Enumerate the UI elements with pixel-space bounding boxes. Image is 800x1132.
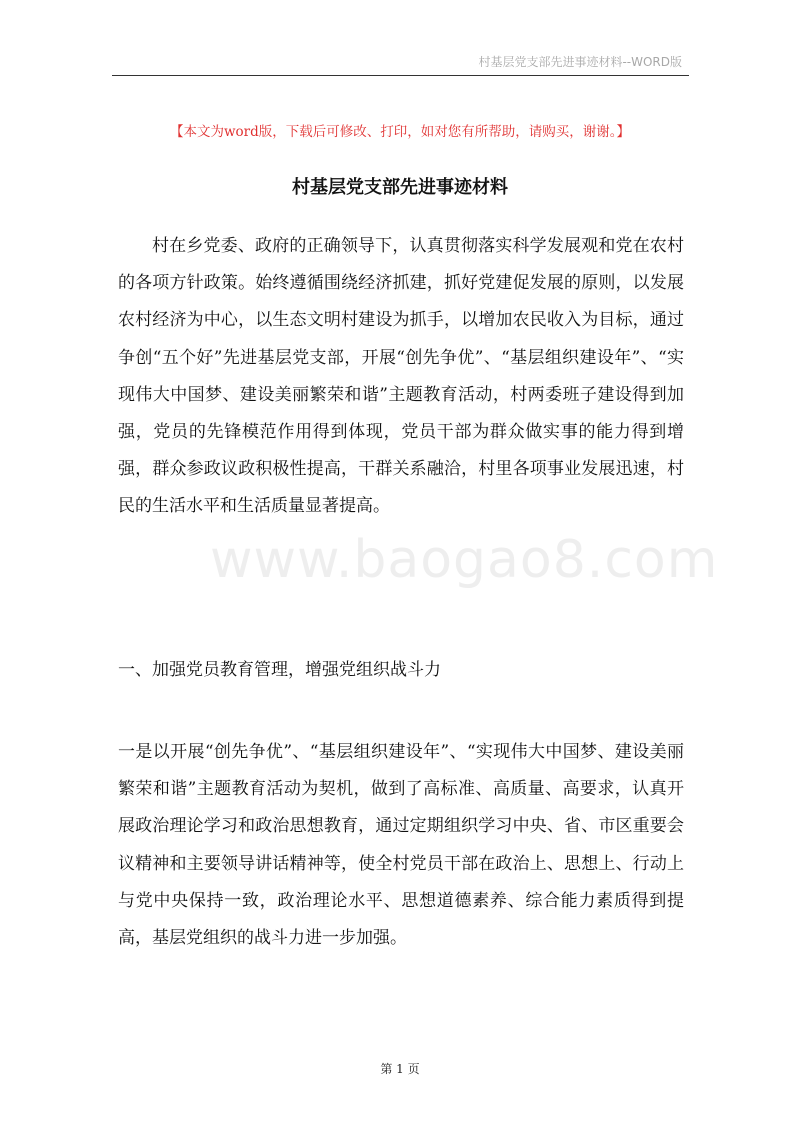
page-number: 第 1 页 [380, 1062, 420, 1076]
running-header: 村基层党支部先进事迹材料--WORD版 [478, 55, 682, 69]
document-title: 村基层党支部先进事迹材料 [292, 177, 508, 198]
purchase-notice: 【本文为word版，下载后可修改、打印，如对您有所帮助，请购买，谢谢。】 [169, 124, 631, 140]
watermark: www.baogao8.com [210, 530, 719, 590]
section-heading-1: 一、加强党员教育管理，增强党组织战斗力 [118, 660, 441, 680]
header-divider [112, 75, 689, 76]
intro-paragraph: 村在乡党委、政府的正确领导下，认真贯彻落实科学发展观和党在农村的各项方针政策。始终遵循围绕经济抓建，抓好党建促发展的原则，以发展农村经济为中心，以生态文明村建设为抓手，以增加农民收入为目标，通过争创“五个好”先进基层党支部，开展“创先争优”、“基层组织建设年”、“实现伟大中国梦、建设美丽繁荣和谐”主题教育活动，村两委班子建设得到加强，党员的先锋模范作用得到体现，党员干部为群众做实事的能力得到增强，群众参政议政积极性提高，干群关系融洽，村里各项事业发展迅速，村民的生活水平和生活质量显著提高。 [118, 236, 684, 517]
section-1-paragraph: 一是以开展“创先争优”、“基层组织建设年”、“实现伟大中国梦、建设美丽繁荣和谐”主题教育活动为契机，做到了高标准、高质量、高要求，认真开展政治理论学习和政治思想教育，通过定期组织学习中央、省、市区重要会议精神和主要领导讲话精神等，使全村党员干部在政治上、思想上、行动上与党中央保持一致，政治理论水平、思想道德素养、综合能力素质得到提高，基层党组织的战斗力进一步加强。 [118, 742, 684, 949]
